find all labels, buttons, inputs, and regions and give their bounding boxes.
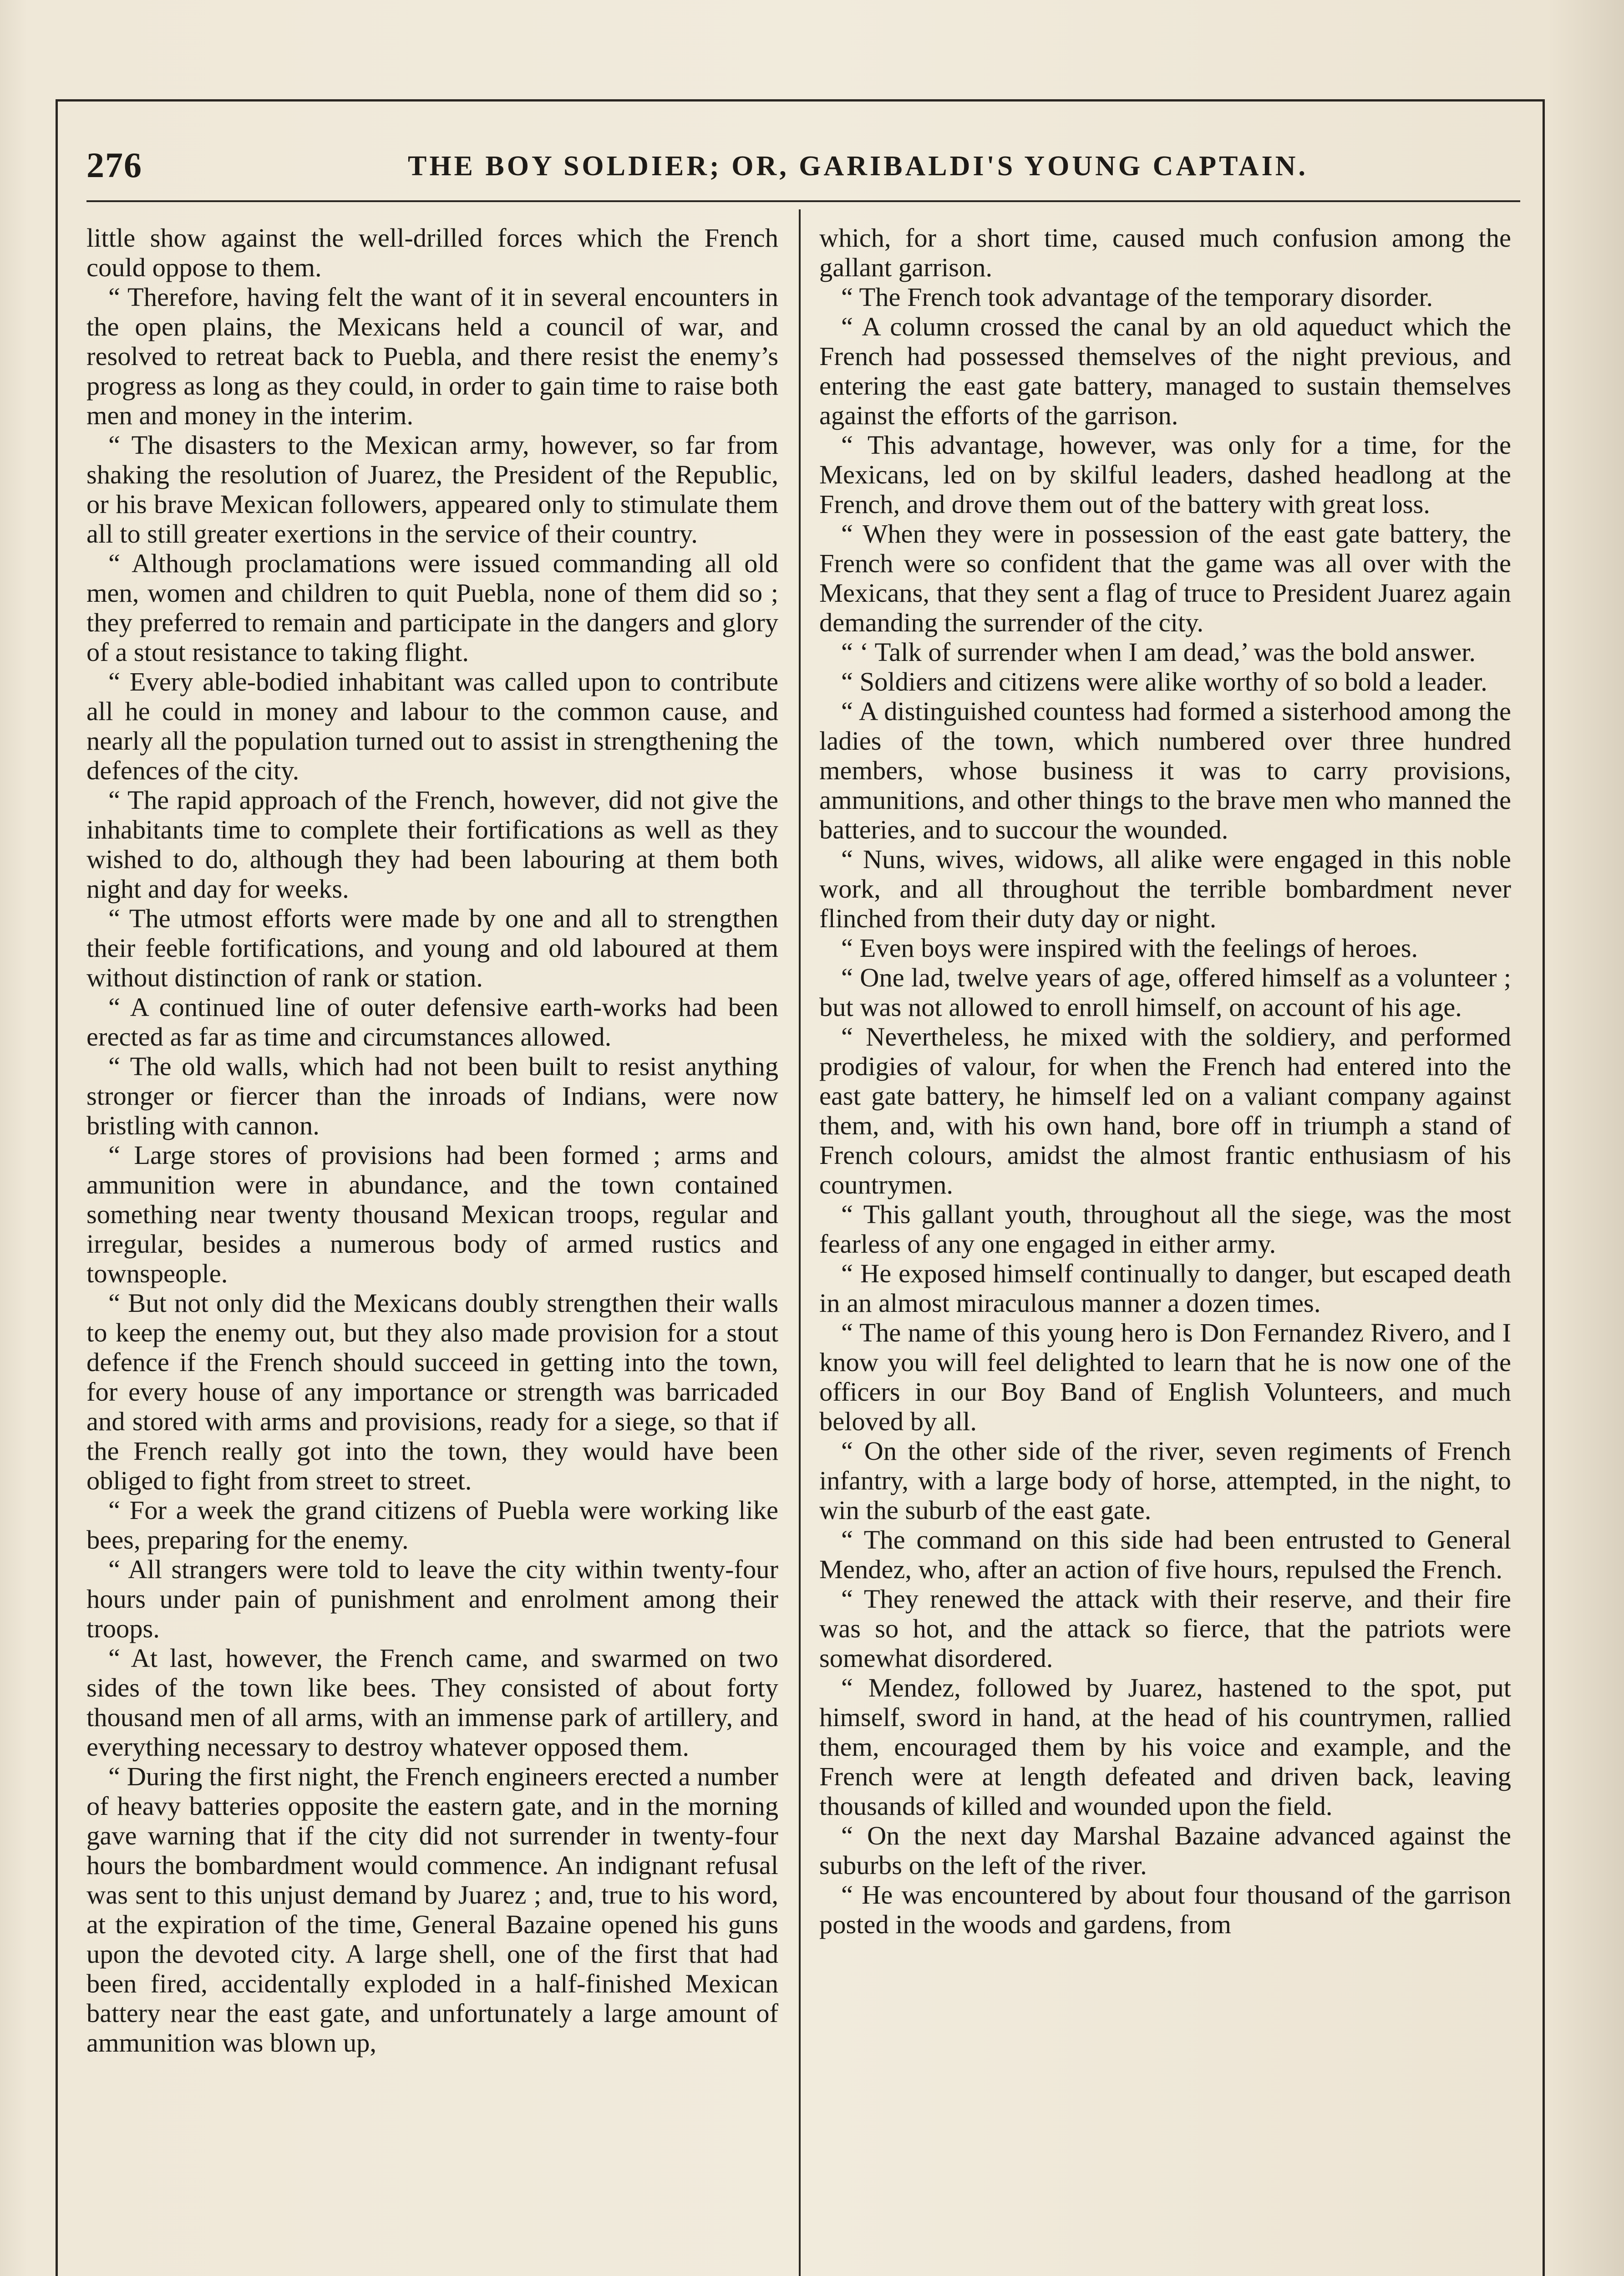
paragraph: “ Even boys were inspired with the feelings of heroes.	[841, 933, 1418, 963]
paragraph: “ But not only did the Mexicans doubly strengthen their walls to keep the enemy out, but they also made provision for a stout defence if the French should succeed in getting into the town, for every house of any importance or strength was barricaded and stored with arms and provisions, ready for a siege, so that if the French really got into the town, they would have been obliged to fight from street to street.	[86, 1288, 778, 1495]
paragraph: “ A column crossed the canal by an old aqueduct which the French had possessed themselves of the night previous, and entering the east gate battery, managed to sustain themselves against the efforts of the garrison.	[819, 312, 1511, 430]
paragraph: “ One lad, twelve years of age, offered himself as a volunteer ; but was not allowed to enroll himself, on account of his age.	[819, 963, 1511, 1022]
paragraph: “ The rapid approach of the French, however, did not give the inhabitants time to complete their fortifications as well as they wished to do, although they had been labouring at them both night and day for weeks.	[86, 785, 778, 904]
paragraph: “ This gallant youth, throughout all the siege, was the most fearless of any one engaged in either army.	[819, 1199, 1511, 1259]
paragraph: “ Mendez, followed by Juarez, hastened to the spot, put himself, sword in hand, at the head of his countrymen, rallied them, encouraged them by his voice and example, and the French were at length defeated and driven back, leaving thousands of killed and wounded upon the field.	[819, 1673, 1511, 1821]
paragraph: “ He exposed himself continually to danger, but escaped death in an almost miraculous manner a dozen times.	[819, 1259, 1511, 1318]
paragraph: “ The utmost efforts were made by one and all to strengthen their feeble fortifications, and young and old laboured at them without distinction of rank or station.	[86, 904, 778, 992]
paragraph: little show against the well-drilled forces which the French could oppose to them.	[86, 223, 778, 282]
paragraph: “ On the next day Marshal Bazaine advanced against the suburbs on the left of the river.	[819, 1821, 1511, 1880]
paragraph: “ Every able-bodied inhabitant was called upon to contribute all he could in money and labour to the common cause, and nearly all the population turned out to assist in strengthening the defences of the city.	[86, 667, 778, 785]
paragraph: “ A continued line of outer defensive earth-works had been erected as far as time and circumstances allowed.	[86, 992, 778, 1052]
paragraph: “ This advantage, however, was only for a time, for the Mexicans, led on by skilful leaders, dashed headlong at the French, and drove them out of the battery with great loss.	[819, 430, 1511, 519]
page-header	[86, 145, 1520, 195]
left-column	[86, 223, 778, 2276]
paragraph: “ The name of this young hero is Don Fernandez Rivero, and I know you will feel delighted to learn that he is now one of the officers in our Boy Band of English Volunteers, and much beloved by all.	[819, 1318, 1511, 1436]
paragraph: “ Therefore, having felt the want of it in several encounters in the open plains, the Mexicans held a council of war, and resolved to retreat back to Puebla, and there resist the enemy’s progress as long as they could, in order to gain time to raise both men and money in the interim.	[86, 282, 778, 430]
paragraph: “ Nuns, wives, widows, all alike were engaged in this noble work, and all throughout the terrible bombardment never flinched from their duty day or night.	[819, 844, 1511, 933]
paragraph: “ Soldiers and citizens were alike worthy of so bold a leader.	[841, 667, 1487, 696]
paragraph: “ At last, however, the French came, and swarmed on two sides of the town like bees. They consisted of about forty thousand men of all arms, with an immense park of artillery, and everything necessary to destroy whatever opposed them.	[86, 1643, 778, 1762]
paragraph: “ Large stores of provisions had been formed ; arms and ammunition were in abundance, and the town contained something near twenty thousand Mexican troops, regular and irregular, besides a numerous body of armed rustics and townspeople.	[86, 1140, 778, 1288]
paragraph: “ They renewed the attack with their reserve, and their fire was so hot, and the attack so fierce, that the patriots were somewhat disordered.	[819, 1584, 1511, 1673]
paragraph: “ Nevertheless, he mixed with the soldiery, and performed prodigies of valour, for when the French had entered into the east gate battery, he himself led on a valiant company against them, and, with his own hand, bore off in triumph a stand of French colours, amidst the almost frantic enthusiasm of his countrymen.	[819, 1022, 1511, 1199]
paragraph: “ The old walls, which had not been built to resist anything stronger or fiercer than the inroads of Indians, were now bristling with cannon.	[86, 1052, 778, 1140]
running-title: THE BOY SOLDIER; OR, GARIBALDI'S YOUNG CAPTAIN.	[407, 151, 1309, 182]
header-rule	[86, 200, 1520, 202]
right-column	[819, 223, 1511, 2276]
paragraph: “ He was encountered by about four thousand of the garrison posted in the woods and gardens, from	[819, 1880, 1511, 1939]
paragraph: “ A distinguished countess had formed a sisterhood among the ladies of the town, which numbered over three hundred members, whose business it was to carry provisions, ammunitions, and other things to the brave men who manned the batteries, and to succour the wounded.	[819, 696, 1511, 844]
paragraph: “ The French took advantage of the temporary disorder.	[841, 282, 1433, 312]
paragraph: “ Although proclamations were issued commanding all old men, women and children to quit Puebla, none of them did so ; they preferred to remain and participate in the dangers and glory of a stout resistance to taking flight.	[86, 549, 778, 667]
paragraph: “ During the first night, the French engineers erected a number of heavy batteries opposite the eastern gate, and in the morning gave warning that if the city did not surrender in twenty-four hours the bombardment would commence. An indignant refusal was sent to this unjust demand by Juarez ; and, true to his word, at the expiration of the time, General Bazaine opened his guns upon the devoted city. A large shell, one of the first that had been fired, accidentally exploded in a half-finished Mexican battery near the east gate, and unfortunately a large amount of ammunition was blown up,	[86, 1762, 778, 2058]
paragraph: “ When they were in possession of the east gate battery, the French were so confident that the game was all over with the Mexicans, that they sent a flag of truce to President Juarez again demanding the surrender of the city.	[819, 519, 1511, 637]
paragraph: “ On the other side of the river, seven regiments of French infantry, with a large body of horse, attempted, in the night, to win the suburb of the east gate.	[819, 1436, 1511, 1525]
paragraph: “ The command on this side had been entrusted to General Mendez, who, after an action of five hours, repulsed the French.	[819, 1525, 1511, 1584]
paragraph: “ For a week the grand citizens of Puebla were working like bees, preparing for the enemy.	[86, 1495, 778, 1555]
paragraph: which, for a short time, caused much confusion among the gallant garrison.	[819, 223, 1511, 282]
paragraph: “ All strangers were told to leave the city within twenty-four hours under pain of punishment and enrolment among their troops.	[86, 1555, 778, 1643]
paragraph: “ ‘ Talk of surrender when I am dead,’ was the bold answer.	[841, 637, 1476, 667]
column-divider	[799, 209, 801, 2276]
paragraph: “ The disasters to the Mexican army, however, so far from shaking the resolution of Juarez, the President of the Republic, or his brave Mexican followers, appeared only to stimulate them all to still greater exertions in the service of their country.	[86, 430, 778, 549]
page-number: 276	[86, 145, 142, 185]
